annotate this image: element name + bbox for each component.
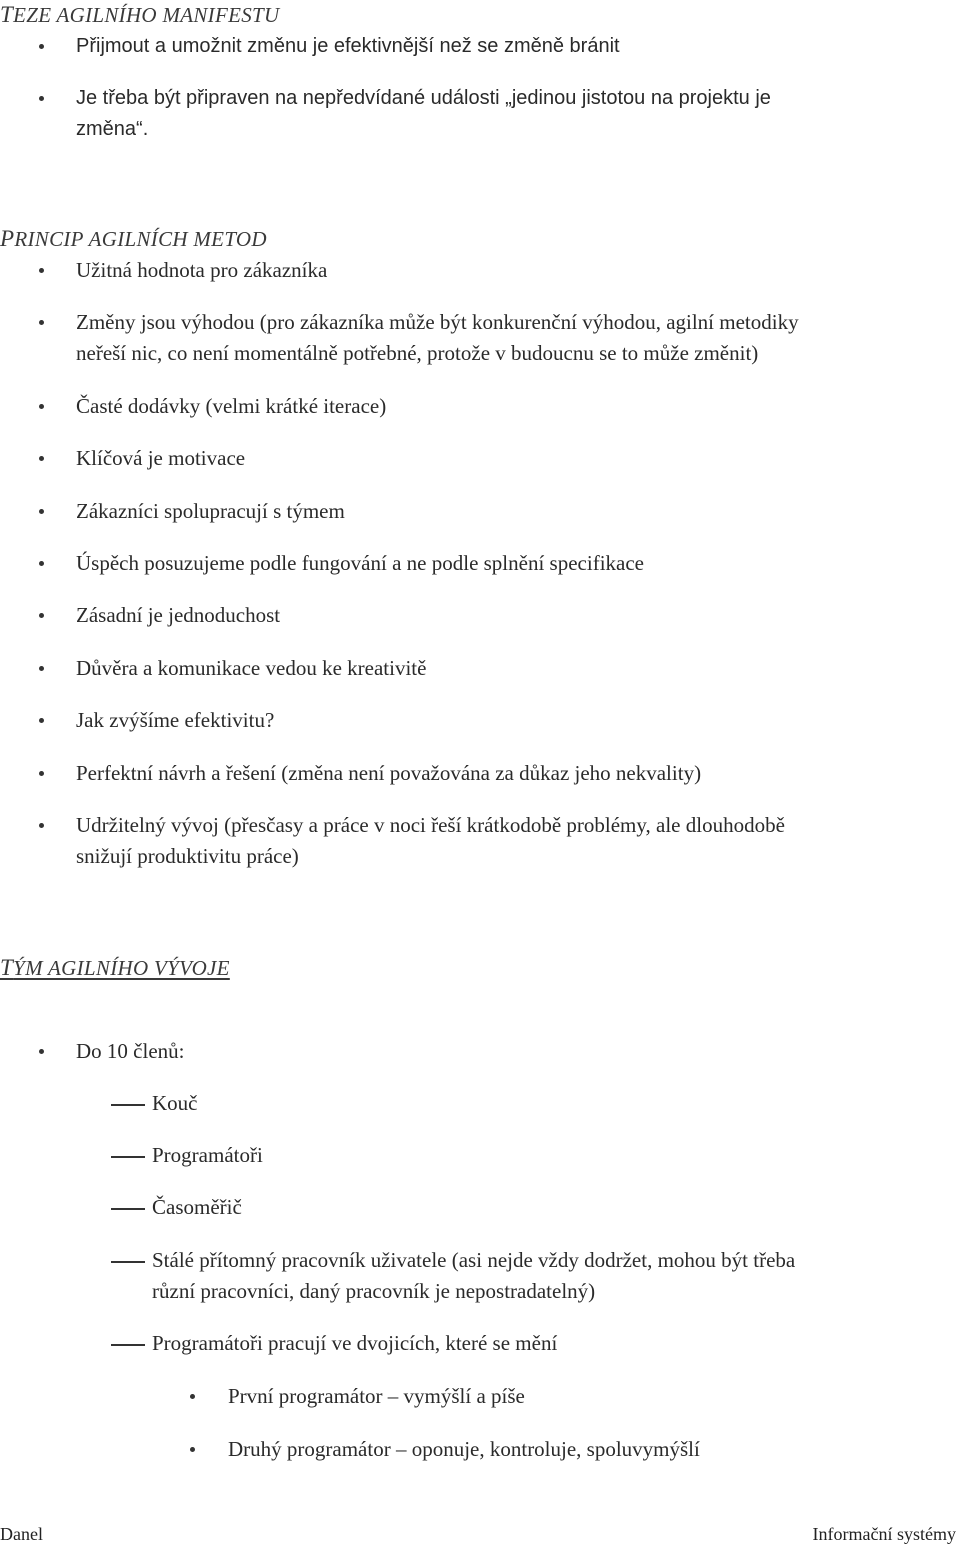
list-item: Změny jsou výhodou (pro zákazníka může být konkurenční výhodou, agilní metodiky: [76, 310, 799, 334]
list-item: Perfektní návrh a řešení (změna není považována za důkaz jeho nekvality): [76, 761, 702, 785]
bullet-icon: [39, 268, 44, 273]
section-heading-principles: PRINCIP AGILNÍCH METOD: [0, 226, 267, 251]
sub-list-item: První programátor – vymýšlí a píše: [228, 1384, 525, 1408]
bullet-icon: [190, 1447, 195, 1452]
role-item: Programátoři pracují ve dvojicích, které se mění: [152, 1331, 558, 1355]
bullet-icon: [39, 771, 44, 776]
bullet-icon: [39, 509, 44, 514]
list-item: Přijmout a umožnit změnu je efektivnější než se změně bránit: [76, 35, 620, 57]
bullet-icon: [39, 561, 44, 566]
role-item: Stálé přítomný pracovník uživatele (asi nejde vždy dodržet, mohou být třeba: [152, 1248, 796, 1272]
bullet-icon: [39, 823, 44, 828]
bullet-icon: [39, 666, 44, 671]
footer-course: Informační systémy: [812, 1524, 956, 1544]
list-item: Časté dodávky (velmi krátké iterace): [76, 394, 387, 418]
list-item: Je třeba být připraven na nepředvídané události „jedinou jistotou na projektu je: [76, 87, 771, 109]
list-item: Udržitelný vývoj (přesčasy a práce v noci řeší krátkodobě problémy, ale dlouhodobě: [76, 813, 785, 837]
list-item: Zákazníci spolupracují s týmem: [76, 499, 345, 523]
role-item-continuation: různí pracovníci, daný pracovník je nepostradatelný): [152, 1279, 596, 1303]
role-item: Programátoři: [152, 1143, 263, 1167]
bullet-icon: [39, 456, 44, 461]
list-item-continuation: snižují produktivitu práce): [76, 844, 299, 868]
list-item: Důvěra a komunikace vedou ke kreativitě: [76, 656, 427, 680]
list-item: Jak zvýšíme efektivitu?: [76, 708, 275, 732]
section-heading-manifesto: TEZE AGILNÍHO MANIFESTU: [0, 2, 280, 27]
list-item-continuation: změna“.: [76, 118, 149, 140]
list-item: Zásadní je jednoduchost: [76, 603, 281, 627]
list-item: Klíčová je motivace: [76, 446, 246, 470]
list-item-continuation: neřeší nic, co není momentálně potřebné, protože v budoucnu se to může změnit): [76, 341, 759, 365]
dash-icon: [111, 1208, 145, 1210]
bullet-icon: [39, 44, 44, 49]
bullet-icon: [39, 404, 44, 409]
role-item: Časoměřič: [152, 1195, 242, 1219]
bullet-icon: [39, 613, 44, 618]
bullet-icon: [190, 1394, 195, 1399]
dash-icon: [111, 1344, 145, 1346]
list-item: Užitná hodnota pro zákazníka: [76, 258, 328, 282]
list-item: Úspěch posuzujeme podle fungování a ne podle splnění specifikace: [76, 551, 644, 575]
bullet-icon: [39, 320, 44, 325]
dash-icon: [111, 1104, 145, 1106]
section-heading-team: TÝM AGILNÍHO VÝVOJE: [0, 955, 230, 980]
dash-icon: [111, 1261, 145, 1263]
dash-icon: [111, 1156, 145, 1158]
bullet-icon: [39, 718, 44, 723]
sub-list-item: Druhý programátor – oponuje, kontroluje, spoluvymýšlí: [228, 1437, 700, 1461]
bullet-icon: [39, 96, 44, 101]
footer-author: Danel: [0, 1524, 43, 1544]
list-item: Do 10 členů:: [76, 1039, 185, 1063]
bullet-icon: [39, 1049, 44, 1054]
role-item: Kouč: [152, 1091, 198, 1115]
